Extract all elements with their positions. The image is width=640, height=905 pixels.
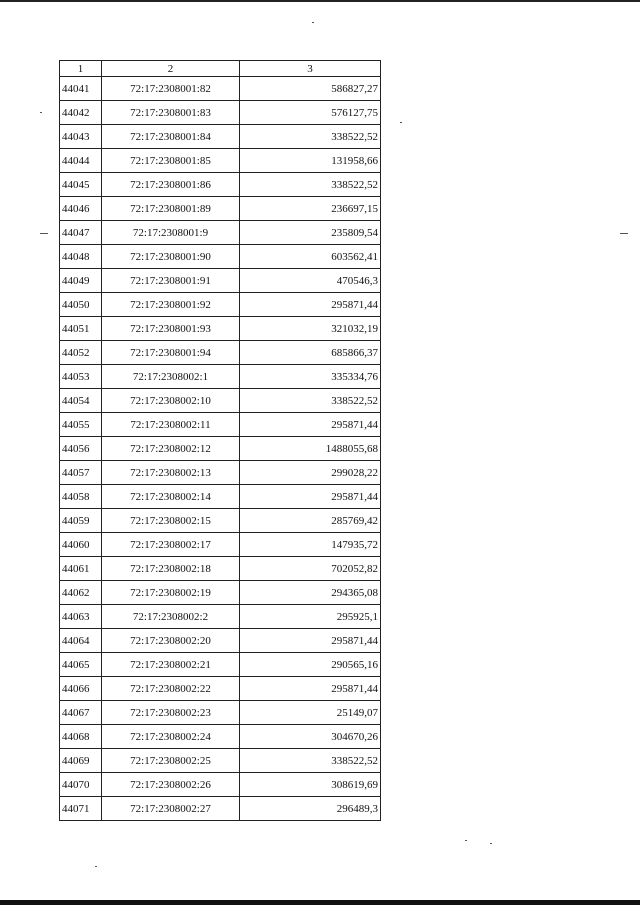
cadastral-number: 72:17:2308002:14 [102,485,240,509]
row-number: 44069 [60,749,102,773]
value-cell: 295871,44 [240,677,381,701]
row-number: 44060 [60,533,102,557]
row-number: 44049 [60,269,102,293]
table-row [60,221,381,245]
table-row [60,293,381,317]
table-row [60,509,381,533]
value-cell: 603562,41 [240,245,381,269]
value-cell: 1488055,68 [240,437,381,461]
value-cell: 235809,54 [240,221,381,245]
row-number: 44057 [60,461,102,485]
value-cell: 299028,22 [240,461,381,485]
cadastral-number: 72:17:2308001:92 [102,293,240,317]
cadastral-number: 72:17:2308002:23 [102,701,240,725]
row-number: 44051 [60,317,102,341]
row-number: 44054 [60,389,102,413]
table-row [60,413,381,437]
row-number: 44059 [60,509,102,533]
table-row [60,341,381,365]
table-row [60,629,381,653]
row-number: 44043 [60,125,102,149]
value-cell: 147935,72 [240,533,381,557]
cadastral-number: 72:17:2308001:85 [102,149,240,173]
cadastral-number: 72:17:2308001:90 [102,245,240,269]
value-cell: 285769,42 [240,509,381,533]
table-row [60,557,381,581]
cadastral-number: 72:17:2308002:2 [102,605,240,629]
row-number: 44045 [60,173,102,197]
cadastral-number: 72:17:2308002:25 [102,749,240,773]
row-number: 44064 [60,629,102,653]
cadastral-number: 72:17:2308002:11 [102,413,240,437]
table-row [60,797,381,821]
row-number: 44052 [60,341,102,365]
row-number: 44068 [60,725,102,749]
cadastral-number: 72:17:2308001:86 [102,173,240,197]
cadastral-number: 72:17:2308001:94 [102,341,240,365]
value-cell: 338522,52 [240,125,381,149]
cadastral-number: 72:17:2308002:19 [102,581,240,605]
row-number: 44044 [60,149,102,173]
row-number: 44066 [60,677,102,701]
row-number: 44050 [60,293,102,317]
value-cell: 321032,19 [240,317,381,341]
value-cell: 338522,52 [240,389,381,413]
value-cell: 304670,26 [240,725,381,749]
row-number: 44055 [60,413,102,437]
value-cell: 308619,69 [240,773,381,797]
value-cell: 295871,44 [240,485,381,509]
scan-top-edge [0,0,640,2]
value-cell: 296489,3 [240,797,381,821]
table-row [60,197,381,221]
scan-speck [620,233,628,234]
scan-speck [490,843,492,844]
table-row [60,605,381,629]
scan-speck [40,233,48,234]
cadastral-number: 72:17:2308002:20 [102,629,240,653]
cadastral-number: 72:17:2308002:24 [102,725,240,749]
scan-speck [95,866,97,867]
scan-bottom-edge [0,900,640,905]
table-row [60,101,381,125]
scan-speck [400,122,402,123]
table-row [60,701,381,725]
row-number: 44065 [60,653,102,677]
value-cell: 295871,44 [240,413,381,437]
cadastral-number: 72:17:2308001:84 [102,125,240,149]
cadastral-number: 72:17:2308002:22 [102,677,240,701]
value-cell: 295871,44 [240,629,381,653]
row-number: 44053 [60,365,102,389]
table-row [60,149,381,173]
cadastral-number: 72:17:2308002:13 [102,461,240,485]
row-number: 44041 [60,77,102,101]
value-cell: 702052,82 [240,557,381,581]
value-cell: 295871,44 [240,293,381,317]
value-cell: 685866,37 [240,341,381,365]
row-number: 44046 [60,197,102,221]
cadastral-number: 72:17:2308002:15 [102,509,240,533]
scan-speck [312,22,314,23]
table-row [60,245,381,269]
scan-speck [40,112,42,113]
cadastral-number: 72:17:2308001:89 [102,197,240,221]
table-row [60,581,381,605]
table-row [60,653,381,677]
row-number: 44070 [60,773,102,797]
cadastral-number: 72:17:2308001:83 [102,101,240,125]
table-row [60,437,381,461]
row-number: 44042 [60,101,102,125]
value-cell: 236697,15 [240,197,381,221]
row-number: 44062 [60,581,102,605]
value-cell: 294365,08 [240,581,381,605]
row-number: 44056 [60,437,102,461]
value-cell: 295925,1 [240,605,381,629]
value-cell: 290565,16 [240,653,381,677]
table-row [60,533,381,557]
row-number: 44063 [60,605,102,629]
row-number: 44061 [60,557,102,581]
cadastral-number: 72:17:2308002:17 [102,533,240,557]
header-col-1: 1 [60,61,102,77]
table-row [60,773,381,797]
table-header-row [60,61,381,77]
cadastral-number: 72:17:2308002:21 [102,653,240,677]
cadastral-number: 72:17:2308002:12 [102,437,240,461]
table-row [60,77,381,101]
header-col-2: 2 [102,61,240,77]
table-row [60,173,381,197]
table-row [60,749,381,773]
table-row [60,485,381,509]
cadastral-number: 72:17:2308002:1 [102,365,240,389]
table-row [60,677,381,701]
row-number: 44048 [60,245,102,269]
cadastral-number: 72:17:2308001:93 [102,317,240,341]
value-cell: 335334,76 [240,365,381,389]
table-row [60,389,381,413]
row-number: 44067 [60,701,102,725]
cadastral-number: 72:17:2308002:18 [102,557,240,581]
table-row [60,365,381,389]
scan-speck [465,840,467,841]
table-row [60,269,381,293]
value-cell: 470546,3 [240,269,381,293]
value-cell: 25149,07 [240,701,381,725]
table-row [60,725,381,749]
cadastral-number: 72:17:2308002:10 [102,389,240,413]
value-cell: 586827,27 [240,77,381,101]
cadastral-number: 72:17:2308001:9 [102,221,240,245]
value-cell: 576127,75 [240,101,381,125]
value-cell: 131958,66 [240,149,381,173]
cadastral-number: 72:17:2308001:82 [102,77,240,101]
row-number: 44047 [60,221,102,245]
table-row [60,317,381,341]
value-cell: 338522,52 [240,173,381,197]
row-number: 44058 [60,485,102,509]
cadastral-number: 72:17:2308002:27 [102,797,240,821]
value-cell: 338522,52 [240,749,381,773]
header-col-3: 3 [240,61,381,77]
table-body [60,77,381,821]
data-table [59,60,381,821]
cadastral-number: 72:17:2308001:91 [102,269,240,293]
table-row [60,125,381,149]
table-row [60,461,381,485]
cadastral-number: 72:17:2308002:26 [102,773,240,797]
row-number: 44071 [60,797,102,821]
